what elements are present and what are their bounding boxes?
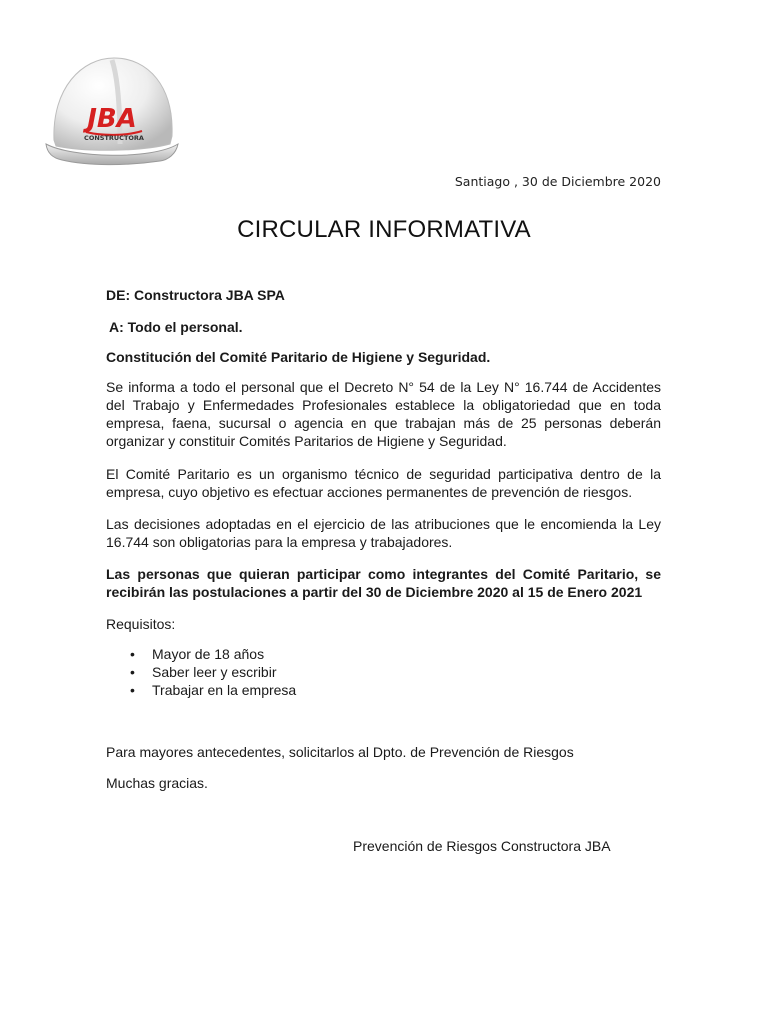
contact-line: Para mayores antecedentes, solicitarlos al Dpto. de Prevención de Riesgos — [106, 744, 574, 760]
date-value: , 30 de Diciembre 2020 — [510, 174, 661, 189]
helmet-logo-icon — [42, 48, 182, 170]
bullet-icon: • — [130, 664, 135, 680]
requirements-label: Requisitos: — [106, 616, 176, 632]
requirements-list — [106, 645, 296, 699]
paragraph-applications: Las personas que quieran participar como integrantes del Comité Paritario, se recibirán las postulaciones a partir del 30 de Diciembre 2020 al 15 de Enero 2021 — [106, 566, 661, 600]
logo-sub-text: CONSTRUCTORA — [84, 134, 144, 142]
subject-line: Constitución del Comité Paritario de Higiene y Seguridad. — [106, 349, 491, 365]
logo-brand-text: JBA — [87, 104, 137, 134]
paragraph-committee: El Comité Paritario es un organismo técnico de seguridad participativa dentro de la empresa, cuyo objetivo es efectuar acciones permanentes de prevención de riesgos. — [106, 466, 661, 500]
date-city: Santiago — [454, 174, 511, 189]
to-line: A: Todo el personal. — [109, 319, 243, 335]
paragraph-decree: Se informa a todo el personal que el Decreto N° 54 de la Ley N° 16.744 de Accidentes del Trabajo y Enfermedades Profesionales establece la obligatoriedad que en toda empresa, faena, sucursal o agencia en que trabajan más de 25 personas deberán organizar y constituir Comités Paritarios de Higiene y Seguridad. — [106, 379, 661, 449]
requirement-text: Trabajar en la empresa — [152, 682, 297, 698]
bullet-icon: • — [130, 646, 135, 662]
date-line — [455, 174, 661, 189]
bullet-icon: • — [130, 682, 135, 698]
signature-line: Prevención de Riesgos Constructora JBA — [353, 838, 611, 854]
from-line: DE: Constructora JBA SPA — [106, 287, 285, 303]
requirement-text: Saber leer y escribir — [152, 664, 277, 680]
requirement-text: Mayor de 18 años — [152, 646, 265, 662]
page-title: CIRCULAR INFORMATIVA — [237, 216, 531, 243]
thanks-line: Muchas gracias. — [106, 775, 208, 791]
list-item — [106, 681, 296, 699]
list-item — [106, 663, 296, 681]
list-item — [106, 645, 296, 663]
paragraph-decisions: Las decisiones adoptadas en el ejercicio de las atribuciones que le encomienda la Ley 16.744 son obligatorias para la empresa y trabajadores. — [106, 516, 661, 550]
